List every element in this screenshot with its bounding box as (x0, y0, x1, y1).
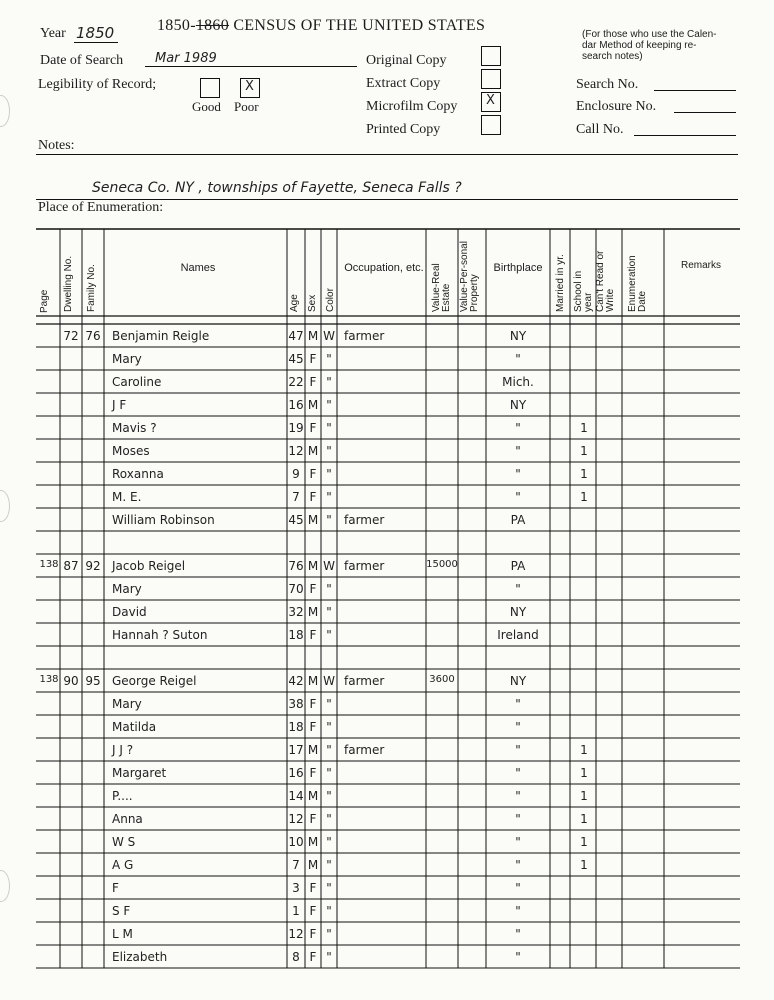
cell-name: S F (112, 904, 131, 918)
cell-sex: F (309, 421, 317, 435)
copy-printed-label: Printed Copy (366, 122, 441, 137)
cell-color: W (323, 559, 335, 573)
cell-birth: NY (509, 605, 527, 619)
cell-occ: farmer (344, 674, 385, 688)
cell-color: W (323, 674, 335, 688)
cell-age: 3 (292, 881, 300, 895)
date-of-search-value: Mar 1989 (155, 51, 217, 66)
cell-age: 19 (288, 421, 304, 435)
cell-sex: F (309, 628, 317, 642)
cell-color: " (326, 858, 332, 872)
cell-sex: F (309, 467, 317, 481)
cell-name: Matilda (112, 720, 157, 734)
cell-birth: NY (509, 329, 527, 343)
col-header-enumeration-date: Enumeration Date (627, 255, 648, 312)
cell-color: " (326, 490, 332, 504)
place-of-enumeration-label: Place of Enumeration: (38, 200, 164, 215)
cell-birth: " (515, 881, 521, 895)
cell-birth: " (515, 950, 521, 964)
col-header-real-estate: Value-Real Estate (431, 263, 452, 312)
cell-birth: " (515, 858, 521, 872)
cell-name: Mary (112, 697, 142, 711)
cell-age: 14 (288, 789, 304, 803)
cell-color: " (326, 605, 332, 619)
cell-birth: " (515, 720, 521, 734)
cell-sex: F (309, 490, 317, 504)
cell-color: " (326, 812, 332, 826)
cell-color: " (326, 881, 332, 895)
cell-page: 138 (39, 674, 59, 685)
cell-color: " (326, 743, 332, 757)
cell-color: " (326, 835, 332, 849)
cell-real: 15000 (426, 559, 458, 570)
cell-age: 47 (288, 329, 304, 343)
copy-microfilm-checkbox[interactable]: X (481, 92, 501, 112)
cell-family: 95 (85, 674, 101, 688)
cell-birth: PA (510, 559, 526, 573)
cell-name: M. E. (112, 490, 142, 504)
cell-name: F (112, 881, 119, 895)
cell-sex: M (307, 858, 319, 872)
cell-school: 1 (580, 444, 588, 458)
legibility-good-label: Good (192, 99, 221, 114)
col-header-names: Names (180, 262, 216, 274)
col-header-sex: Sex (307, 294, 318, 312)
cell-school: 1 (580, 490, 588, 504)
cell-sex: M (307, 513, 319, 527)
cell-color: " (326, 904, 332, 918)
col-header-personal-property: Value-Per-sonal Property (459, 241, 480, 312)
cell-name: Elizabeth (112, 950, 168, 964)
cell-age: 7 (292, 490, 300, 504)
cell-color: " (326, 720, 332, 734)
cell-occ: farmer (344, 559, 385, 573)
col-header-dwelling: Dwelling No. (63, 255, 74, 312)
cell-sex: F (309, 375, 317, 389)
cell-age: 18 (288, 628, 304, 642)
cell-name: Caroline (112, 375, 162, 389)
cell-sex: F (309, 881, 317, 895)
cell-sex: F (309, 697, 317, 711)
cell-school: 1 (580, 812, 588, 826)
cell-sex: M (307, 789, 319, 803)
cell-birth: " (515, 835, 521, 849)
year-value: 1850 (76, 24, 115, 42)
cell-color: " (326, 513, 332, 527)
notes-label: Notes: (38, 138, 75, 153)
cell-age: 10 (288, 835, 304, 849)
cell-age: 12 (288, 812, 304, 826)
cell-birth: " (515, 766, 521, 780)
cell-birth: NY (509, 398, 527, 412)
cell-color: " (326, 628, 332, 642)
cell-color: " (326, 467, 332, 481)
col-header-married: Married in yr. (555, 254, 566, 312)
cell-age: 32 (288, 605, 304, 619)
cell-age: 16 (288, 398, 304, 412)
cell-sex: F (309, 812, 317, 826)
cell-age: 45 (288, 352, 304, 366)
cell-occ: farmer (344, 743, 385, 757)
cell-birth: " (515, 927, 521, 941)
cell-real: 3600 (429, 674, 455, 685)
cell-dwelling: 87 (63, 559, 79, 573)
year-label: Year (40, 26, 66, 41)
cell-sex: F (309, 927, 317, 941)
cell-age: 22 (288, 375, 304, 389)
col-header-cant-read: Can't Read or Write (595, 250, 616, 312)
cell-age: 16 (288, 766, 304, 780)
cell-age: 70 (288, 582, 304, 596)
cell-color: " (326, 950, 332, 964)
cell-sex: F (309, 766, 317, 780)
cell-name: William Robinson (112, 513, 215, 527)
cell-birth: " (515, 467, 521, 481)
cell-name: Benjamin Reigle (112, 329, 210, 343)
cell-name: George Reigel (112, 674, 197, 688)
cell-birth: " (515, 789, 521, 803)
cell-color: " (326, 789, 332, 803)
cell-occ: farmer (344, 513, 385, 527)
cell-age: 8 (292, 950, 300, 964)
cell-birth: Ireland (497, 628, 539, 642)
cell-color: " (326, 352, 332, 366)
cell-sex: M (307, 674, 319, 688)
cell-color: " (326, 421, 332, 435)
legibility-poor-label: Poor (234, 99, 259, 114)
cell-age: 38 (288, 697, 304, 711)
cell-name: Roxanna (112, 467, 164, 481)
cell-name: W S (112, 835, 136, 849)
date-of-search-label: Date of Search (40, 53, 124, 68)
col-header-birthplace: Birthplace (493, 262, 543, 274)
cell-color: " (326, 697, 332, 711)
cell-birth: " (515, 743, 521, 757)
cell-school: 1 (580, 743, 588, 757)
cell-age: 1 (292, 904, 300, 918)
cell-name: J J ? (112, 743, 134, 757)
cell-birth: " (515, 812, 521, 826)
cell-dwelling: 72 (63, 329, 79, 343)
cell-color: " (326, 766, 332, 780)
cell-birth: NY (509, 674, 527, 688)
cell-age: 9 (292, 467, 300, 481)
cell-age: 42 (288, 674, 304, 688)
cell-name: Mavis ? (112, 421, 157, 435)
cell-name: P.... (112, 789, 133, 803)
cell-school: 1 (580, 835, 588, 849)
cell-age: 7 (292, 858, 300, 872)
cell-color: " (326, 927, 332, 941)
cell-school: 1 (580, 421, 588, 435)
cell-age: 12 (288, 444, 304, 458)
cell-age: 76 (288, 559, 304, 573)
legibility-poor-checkbox[interactable]: X (240, 78, 260, 98)
copy-microfilm-label: Microfilm Copy (366, 99, 458, 114)
cell-sex: M (307, 835, 319, 849)
copy-extract-label: Extract Copy (366, 76, 441, 91)
place-of-enumeration-value: Seneca Co. NY , townships of Fayette, Seneca Falls ? (92, 180, 462, 196)
cell-color: " (326, 398, 332, 412)
cell-color: " (326, 375, 332, 389)
cell-name: Jacob Reigel (112, 559, 186, 573)
cell-sex: M (307, 329, 319, 343)
cell-sex: F (309, 904, 317, 918)
call-no-label: Call No. (576, 122, 624, 137)
cell-sex: M (307, 743, 319, 757)
cell-birth: " (515, 582, 521, 596)
cell-page: 138 (39, 559, 59, 570)
cell-birth: " (515, 697, 521, 711)
cell-age: 12 (288, 927, 304, 941)
cell-name: J F (112, 398, 127, 412)
cell-name: Anna (112, 812, 143, 826)
cell-birth: " (515, 444, 521, 458)
cell-name: L M (112, 927, 133, 941)
cell-sex: M (307, 605, 319, 619)
col-header-age: Age (289, 294, 300, 312)
cell-name: Margaret (112, 766, 167, 780)
col-header-color: Color (325, 288, 336, 312)
cell-sex: M (307, 398, 319, 412)
cell-school: 1 (580, 789, 588, 803)
cell-birth: " (515, 490, 521, 504)
cell-age: 18 (288, 720, 304, 734)
col-header-remarks: Remarks (680, 260, 721, 271)
copy-original-label: Original Copy (366, 53, 447, 68)
cell-school: 1 (580, 858, 588, 872)
cell-birth: PA (510, 513, 526, 527)
search-no-label: Search No. (576, 77, 639, 92)
cell-school: 1 (580, 766, 588, 780)
cell-name: Mary (112, 352, 142, 366)
calendar-method-note: (For those who use the Calen- dar Method of keeping re- search notes) (582, 29, 717, 62)
enclosure-no-label: Enclosure No. (576, 99, 657, 114)
cell-sex: F (309, 950, 317, 964)
cell-family: 76 (85, 329, 101, 343)
col-header-school: School in year (573, 270, 594, 312)
cell-age: 45 (288, 513, 304, 527)
cell-occ: farmer (344, 329, 385, 343)
col-header-family: Family No. (86, 264, 97, 312)
cell-sex: M (307, 559, 319, 573)
cell-school: 1 (580, 467, 588, 481)
cell-dwelling: 90 (63, 674, 79, 688)
cell-birth: " (515, 352, 521, 366)
cell-name: Moses (112, 444, 150, 458)
cell-sex: F (309, 582, 317, 596)
cell-sex: F (309, 720, 317, 734)
cell-sex: M (307, 444, 319, 458)
cell-birth: Mich. (502, 375, 534, 389)
cell-color: W (323, 329, 335, 343)
cell-color: " (326, 582, 332, 596)
cell-age: 17 (288, 743, 304, 757)
cell-name: Hannah ? Suton (112, 628, 208, 642)
cell-family: 92 (85, 559, 101, 573)
col-header-occupation: Occupation, etc. (344, 262, 424, 274)
form-title: 1850-1860 CENSUS OF THE UNITED STATES (157, 17, 486, 34)
cell-name: David (112, 605, 147, 619)
cell-name: Mary (112, 582, 142, 596)
cell-birth: " (515, 421, 521, 435)
cell-color: " (326, 444, 332, 458)
col-header-page: Page (39, 289, 50, 313)
legibility-label: Legibility of Record; (38, 77, 157, 92)
cell-sex: F (309, 352, 317, 366)
cell-birth: " (515, 904, 521, 918)
cell-name: A G (112, 858, 134, 872)
